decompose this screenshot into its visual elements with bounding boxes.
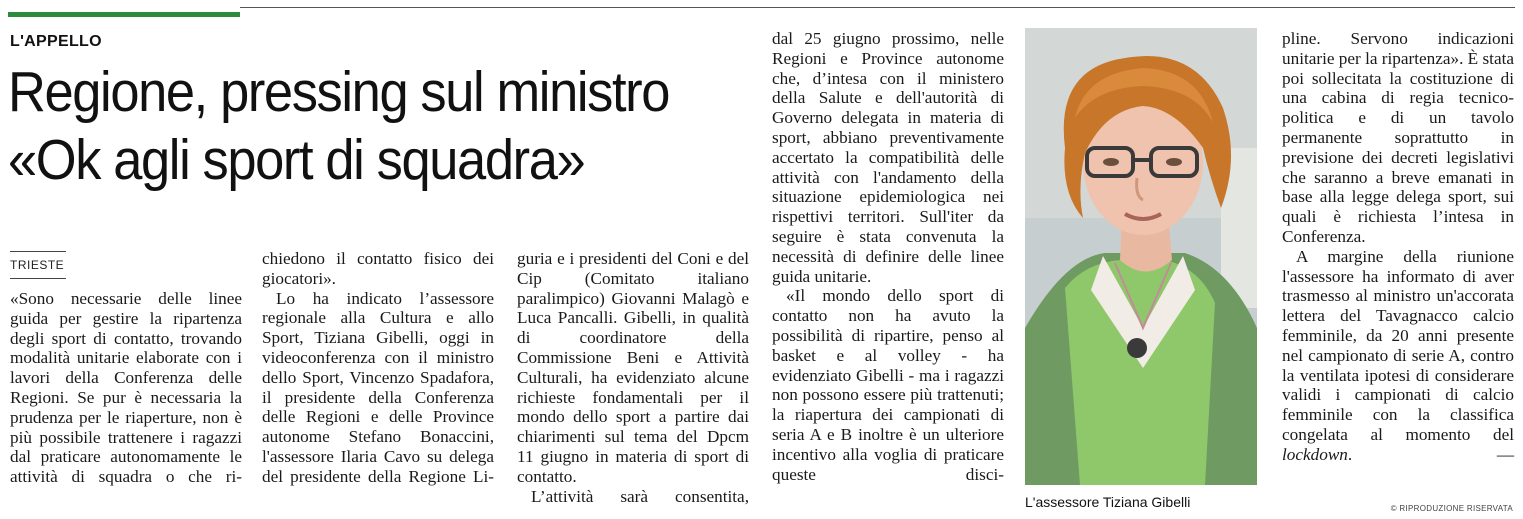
section-accent-bar [8, 12, 240, 17]
paragraph: L’attività sarà consentita, [531, 486, 749, 506]
emphasis-lockdown: lockdown [1282, 444, 1348, 464]
paragraph: guria e i presidenti del Coni e del Cip (Comitato italiano paralimpico) Giovanni Malagò e Luca Pancalli. Gibelli, in qualità di coordinatore della Commissione Beni e Attività Culturali, ha evidenziato alcune richieste fondamentali per il mondo dello sport a partire dai chiarimenti sul tema del Dpcm 11 giugno in materia di sport di contatto. [517, 249, 749, 486]
dateline-rule-bottom [10, 278, 66, 279]
paragraph: «Sono necessarie delle linee guida per gestire la ripartenza degli sport di contatto, trovando modalità unitarie elaborate con i lavori della Conferenza delle Regioni. Se pur è necessaria la prudenza per le riaperture, non è più possibile trattenere i ragazzi dal praticare autonomamente le attività di squadra o che ri- [10, 289, 242, 487]
paragraph: chiedono il contatto fisico dei giocatori». [262, 249, 494, 288]
copyright-notice: © RIPRODUZIONE RISERVATA [1390, 504, 1513, 513]
top-rule [240, 7, 1515, 8]
paragraph-text: A margine della riunione l'assessore ha informato di aver trasmesso al ministro un'accorata lettera del Tavagnacco calcio femminile, da 20 anni presente nel campionato di serie A, contro la ventilata ipotesi di considerare validi i campionati di calcio femminile con la classifica congelata al momento del [1282, 246, 1514, 444]
dateline: TRIESTE [10, 258, 65, 272]
headline-line-1: Regione, pressing sul ministro [8, 60, 670, 124]
dateline-rule-top [10, 251, 66, 252]
article-column-4 [772, 29, 1004, 484]
portrait-illustration [1025, 28, 1257, 485]
paragraph [1282, 247, 1514, 465]
paragraph: pline. Servono indicazioni unitarie per la ripartenza». È stata poi sollecitata la costituzione di una cabina di regia tecnico-politica e di un tavolo permanente soprattutto in previsione dei decreti legislativi che saranno a breve emanati in base alla legge delega sport, sui quali è richiesta l’intesa in Conferenza. [1282, 29, 1514, 246]
photo-caption: L'assessore Tiziana Gibelli [1025, 494, 1191, 510]
headline [8, 58, 698, 194]
portrait-photo [1025, 28, 1257, 485]
article-column-2 [262, 249, 494, 487]
end-mark: . — [1347, 444, 1514, 464]
paragraph: «Il mondo dello sport di contatto non ha avuto la possibilità di ripartire, penso al basket e al volley - ha evidenziato Gibelli - ma i ragazzi non possono essere più trattenuti; la riapertura dei campionati di seria A e B inoltre è un ulteriore incentivo alla voglia di praticare queste disci- [772, 286, 1004, 484]
paragraph: Lo ha indicato l’assessore regionale alla Cultura e allo Sport, Tiziana Gibelli, oggi in videoconferenza con il ministro dello Sport, Vincenzo Spadafora, il presidente della Conferenza delle Regioni e delle Province autonome Stefano Bonaccini, l'assessore Ilaria Cavo su delega del presidente della Regione Li- [262, 288, 494, 486]
article-column-5 [1282, 29, 1514, 465]
article-column-1 [10, 289, 242, 487]
kicker: L'APPELLO [10, 33, 102, 50]
headline-line-2: «Ok agli sport di squadra» [8, 128, 585, 192]
article-column-3 [517, 249, 749, 506]
paragraph: dal 25 giugno prossimo, nelle Regioni e Province autonome che, d’intesa con il ministero della Salute e dell'autorità di Governo delegata in materia di sport, abbiano preventivamente accertato la compatibilità delle attività con l'andamento della situazione epidemiologica nei rispettivi territori. Sull'iter da seguire è stata convenuta la necessità di definire delle linee guida unitarie. [772, 29, 1004, 286]
